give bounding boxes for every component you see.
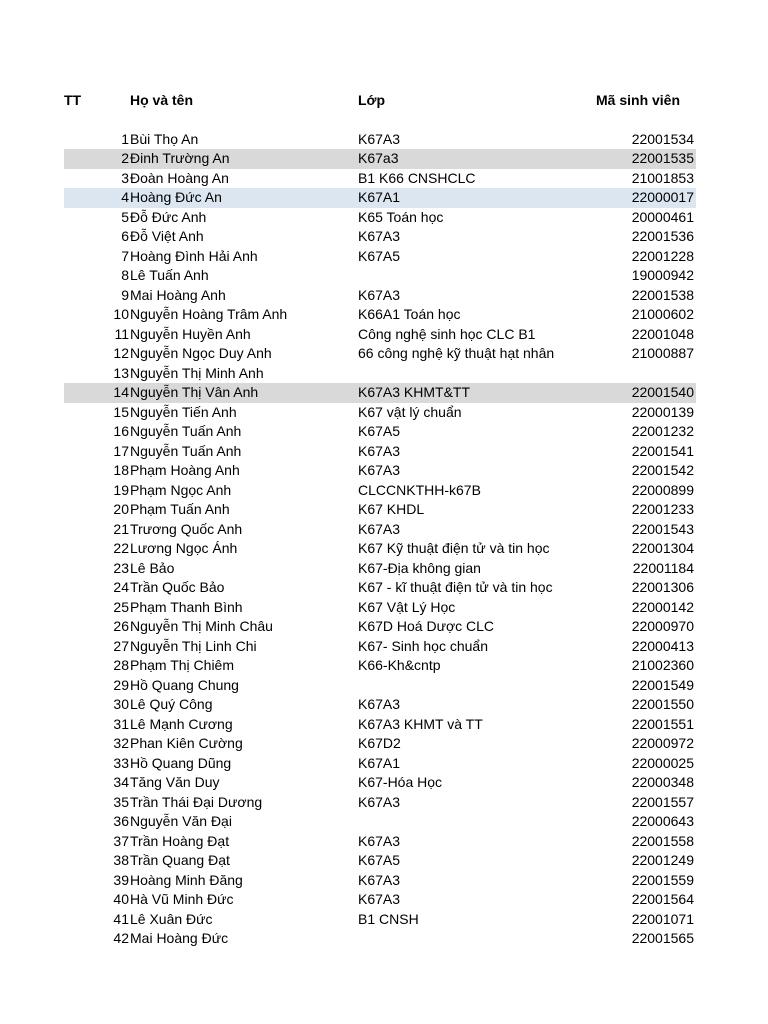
row-number: 27 [113, 637, 129, 654]
student-class: K67A3 KHMT&TT [358, 384, 471, 400]
table-row [0, 539, 768, 559]
student-id: 22001540 [631, 384, 694, 400]
table-row [0, 247, 768, 267]
student-class: K67A3 [358, 228, 401, 244]
student-id: 22001233 [631, 501, 694, 517]
student-class: K67 vật lý chuẩn [358, 403, 462, 420]
row-number: 42 [113, 930, 129, 946]
student-name: Lê Quý Công [130, 696, 213, 712]
student-id: 22001550 [631, 696, 694, 712]
table-row [0, 656, 768, 676]
row-number: 21 [113, 520, 129, 537]
student-name: Đinh Trường An [130, 150, 230, 166]
student-name: Phạm Thanh Bình [130, 598, 243, 615]
table-row [0, 851, 768, 871]
student-id: 22001549 [631, 676, 694, 693]
student-class: K67A5 [358, 852, 401, 868]
student-name: Nguyễn Thị Linh Chi [130, 637, 257, 654]
header-tt: TT [64, 92, 82, 108]
row-number: 19 [113, 481, 129, 498]
table-row [0, 715, 768, 735]
row-number: 13 [113, 364, 129, 381]
table-row [0, 676, 768, 696]
row-number: 32 [113, 735, 129, 751]
student-id: 22001557 [631, 793, 694, 810]
student-class: K67D2 [358, 735, 401, 751]
row-number: 16 [113, 423, 129, 439]
row-number: 26 [113, 618, 129, 634]
student-id: 22001306 [631, 579, 694, 595]
student-name: Phạm Thị Chiêm [130, 657, 235, 673]
student-name: Đỗ Việt Anh [130, 228, 204, 244]
row-number: 1 [121, 130, 129, 147]
student-name: Lê Mạnh Cương [130, 715, 233, 732]
student-class: K67A1 [358, 754, 401, 771]
student-id: 22001538 [631, 286, 694, 303]
student-id: 22000972 [631, 735, 694, 751]
row-number: 39 [113, 871, 129, 888]
table-row [0, 812, 768, 832]
student-name: Bùi Thọ An [130, 130, 199, 147]
table-row [0, 383, 768, 403]
student-name: Nguyễn Thị Minh Châu [130, 618, 273, 634]
row-number: 33 [113, 754, 129, 771]
student-class: K67A3 [358, 832, 401, 849]
student-name: Nguyễn Văn Đại [130, 813, 232, 829]
table-row [0, 929, 768, 949]
row-number: 8 [121, 267, 129, 283]
student-name: Trần Quốc Bảo [130, 579, 225, 595]
student-name: Nguyễn Tiến Anh [130, 403, 237, 420]
student-id: 22000025 [631, 754, 694, 771]
student-class: B1 CNSH [358, 910, 419, 927]
student-name: Nguyễn Thị Vân Anh [130, 384, 259, 400]
student-id: 20000461 [631, 208, 694, 225]
student-name: Hoàng Đình Hải Anh [130, 247, 258, 264]
student-name: Lê Tuấn Anh [130, 267, 209, 283]
student-id: 21000602 [631, 306, 694, 322]
row-number: 41 [113, 910, 129, 927]
table-row [0, 325, 768, 345]
row-number: 5 [121, 208, 129, 225]
student-class: 66 công nghệ kỹ thuật hạt nhân [358, 345, 555, 361]
table-row [0, 344, 768, 364]
table-row [0, 403, 768, 423]
student-class: K67A3 [358, 696, 401, 712]
table-row [0, 266, 768, 286]
student-id: 22000413 [631, 637, 694, 654]
row-number: 35 [113, 793, 129, 810]
table-row [0, 364, 768, 384]
student-id: 22001249 [631, 852, 694, 868]
student-name: Nguyễn Tuấn Anh [130, 423, 242, 439]
row-number: 17 [113, 442, 129, 459]
student-name: Trương Quốc Anh [130, 520, 243, 537]
student-class: K67A5 [358, 423, 401, 439]
student-id: 21000887 [631, 345, 694, 361]
student-id: 22001536 [631, 228, 694, 244]
student-name: Nguyễn Huyền Anh [130, 325, 251, 342]
student-class: K67A3 [358, 891, 401, 907]
student-id: 22001565 [631, 930, 694, 946]
student-name: Hà Vũ Minh Đức [130, 891, 234, 907]
table-row [0, 832, 768, 852]
table-row [0, 422, 768, 442]
row-number: 23 [113, 559, 129, 576]
row-number: 12 [113, 345, 129, 361]
row-number: 2 [121, 150, 129, 166]
student-id: 22000643 [631, 813, 694, 829]
student-id: 22001541 [631, 442, 694, 459]
student-class: K67A3 [358, 793, 401, 810]
row-number: 40 [113, 891, 129, 907]
student-name: Phan Kiên Cường [130, 735, 243, 751]
student-class: K67 - kĩ thuật điện tử và tin học [358, 579, 553, 595]
student-id: 19000942 [631, 267, 694, 283]
row-number: 31 [113, 715, 129, 732]
table-row [0, 890, 768, 910]
student-class: K67A3 KHMT và TT [358, 715, 483, 732]
row-number: 9 [121, 286, 129, 303]
student-id: 22001543 [631, 520, 694, 537]
student-class: K67A1 [358, 189, 401, 205]
table-row [0, 754, 768, 774]
student-class: K67a3 [358, 150, 399, 166]
student-name: Lê Xuân Đức [130, 910, 213, 927]
table-row [0, 773, 768, 793]
student-name: Lê Bảo [130, 559, 175, 576]
row-number: 28 [113, 657, 129, 673]
student-class: CLCCNKTHH-k67B [358, 481, 481, 498]
student-id: 21001853 [631, 169, 694, 186]
table-row [0, 169, 768, 189]
row-number: 36 [113, 813, 129, 829]
student-id: 22001048 [631, 325, 694, 342]
student-name: Phạm Hoàng Anh [130, 462, 240, 478]
table-row [0, 227, 768, 247]
table-row [0, 305, 768, 325]
header-class: Lớp [358, 92, 386, 108]
student-name: Nguyễn Tuấn Anh [130, 442, 242, 459]
table-row [0, 695, 768, 715]
table-row [0, 617, 768, 637]
row-number: 24 [113, 579, 129, 595]
student-id: 22001534 [631, 130, 694, 147]
table-row [0, 481, 768, 501]
student-name: Trần Thái Đại Dương [130, 793, 263, 810]
student-class: K67A3 [358, 520, 401, 537]
table-row [0, 559, 768, 579]
student-name: Mai Hoàng Đức [130, 930, 229, 946]
row-number: 25 [113, 598, 129, 615]
header-name: Họ và tên [130, 92, 194, 108]
student-id: 22001228 [631, 247, 694, 264]
row-number: 15 [113, 403, 129, 420]
student-id: 22000348 [631, 774, 694, 790]
table-row [0, 578, 768, 598]
student-id: 22001542 [631, 462, 694, 478]
row-number: 38 [113, 852, 129, 868]
table-row [0, 500, 768, 520]
student-class: K67A5 [358, 247, 401, 264]
table-row [0, 442, 768, 462]
table-row [0, 598, 768, 618]
table-row [0, 208, 768, 228]
table-row [0, 130, 768, 150]
row-number: 4 [121, 189, 129, 205]
student-id: 22000142 [631, 598, 694, 615]
row-number: 37 [113, 832, 129, 849]
student-id: 22001232 [631, 423, 694, 439]
student-id: 22000970 [631, 618, 694, 634]
student-class: K67A3 [358, 286, 401, 303]
row-number: 30 [113, 696, 129, 712]
row-number: 11 [114, 325, 129, 342]
student-name: Hồ Quang Dũng [130, 754, 232, 771]
row-number: 7 [121, 247, 129, 264]
student-id: 21002360 [631, 657, 694, 673]
row-number: 20 [113, 501, 129, 517]
student-name: Phạm Ngọc Anh [130, 481, 232, 498]
student-id: 22001071 [631, 910, 694, 927]
table-row [0, 734, 768, 754]
table-row [0, 461, 768, 481]
student-class: K67-Địa không gian [358, 559, 481, 576]
student-id: 22001184 [632, 559, 694, 576]
student-id: 22001304 [631, 540, 694, 556]
student-name: Nguyễn Thị Minh Anh [130, 364, 264, 381]
table-row [0, 793, 768, 813]
student-name: Đoàn Hoàng An [130, 169, 229, 186]
row-number: 34 [113, 774, 129, 790]
student-id: 22000139 [631, 403, 694, 420]
student-name: Hoàng Đức An [130, 189, 222, 205]
student-class: K67- Sinh học chuẩn [358, 637, 488, 654]
student-name: Hồ Quang Chung [130, 676, 239, 693]
student-class: K67 Kỹ thuật điện tử và tin học [358, 540, 550, 556]
row-number: 6 [121, 228, 129, 244]
table-row [0, 910, 768, 930]
student-class: K65 Toán học [358, 208, 444, 225]
student-id: 22001535 [631, 150, 694, 166]
student-class: Công nghệ sinh học CLC B1 [358, 325, 536, 342]
student-class: K67 Vật Lý Học [358, 598, 456, 615]
student-class: K66A1 Toán học [358, 306, 461, 322]
student-name: Hoàng Minh Đăng [130, 871, 243, 888]
student-name: Nguyễn Ngọc Duy Anh [130, 345, 272, 361]
table-row [0, 188, 768, 208]
student-name: Trần Quang Đạt [130, 852, 230, 868]
student-id: 22000017 [631, 189, 694, 205]
student-id: 22001551 [631, 715, 694, 732]
student-id: 22001559 [631, 871, 694, 888]
student-class: K67 KHDL [358, 501, 425, 517]
student-name: Mai Hoàng Anh [130, 286, 226, 303]
table-row [0, 520, 768, 540]
student-class: K67A3 [358, 462, 401, 478]
header-student-id: Mã sinh viên [596, 92, 681, 108]
row-number: 22 [113, 540, 129, 556]
table-row [0, 149, 768, 169]
student-name: Đỗ Đức Anh [130, 208, 207, 225]
table-row [0, 286, 768, 306]
student-class: K67A3 [358, 442, 401, 459]
student-name: Tăng Văn Duy [130, 774, 220, 790]
student-class: K67A3 [358, 130, 401, 147]
student-id: 22001558 [631, 832, 694, 849]
row-number: 10 [113, 306, 129, 322]
row-number: 29 [113, 676, 129, 693]
student-id: 22001564 [631, 891, 694, 907]
student-class: K67D Hoá Dược CLC [358, 618, 495, 634]
row-number: 3 [121, 169, 129, 186]
student-name: Trần Hoàng Đạt [130, 832, 230, 849]
student-class: K67-Hóa Học [358, 774, 443, 790]
student-class: K67A3 [358, 871, 401, 888]
student-name: Lương Ngọc Ánh [130, 540, 238, 556]
student-name: Nguyễn Hoàng Trâm Anh [130, 306, 288, 322]
student-class: B1 K66 CNSHCLC [358, 169, 476, 186]
table-row [0, 871, 768, 891]
student-id: 22000899 [631, 481, 694, 498]
row-number: 18 [113, 462, 129, 478]
student-name: Phạm Tuấn Anh [130, 501, 230, 517]
row-number: 14 [113, 384, 129, 400]
table-row [0, 637, 768, 657]
student-class: K66-Kh&cntp [358, 657, 441, 673]
